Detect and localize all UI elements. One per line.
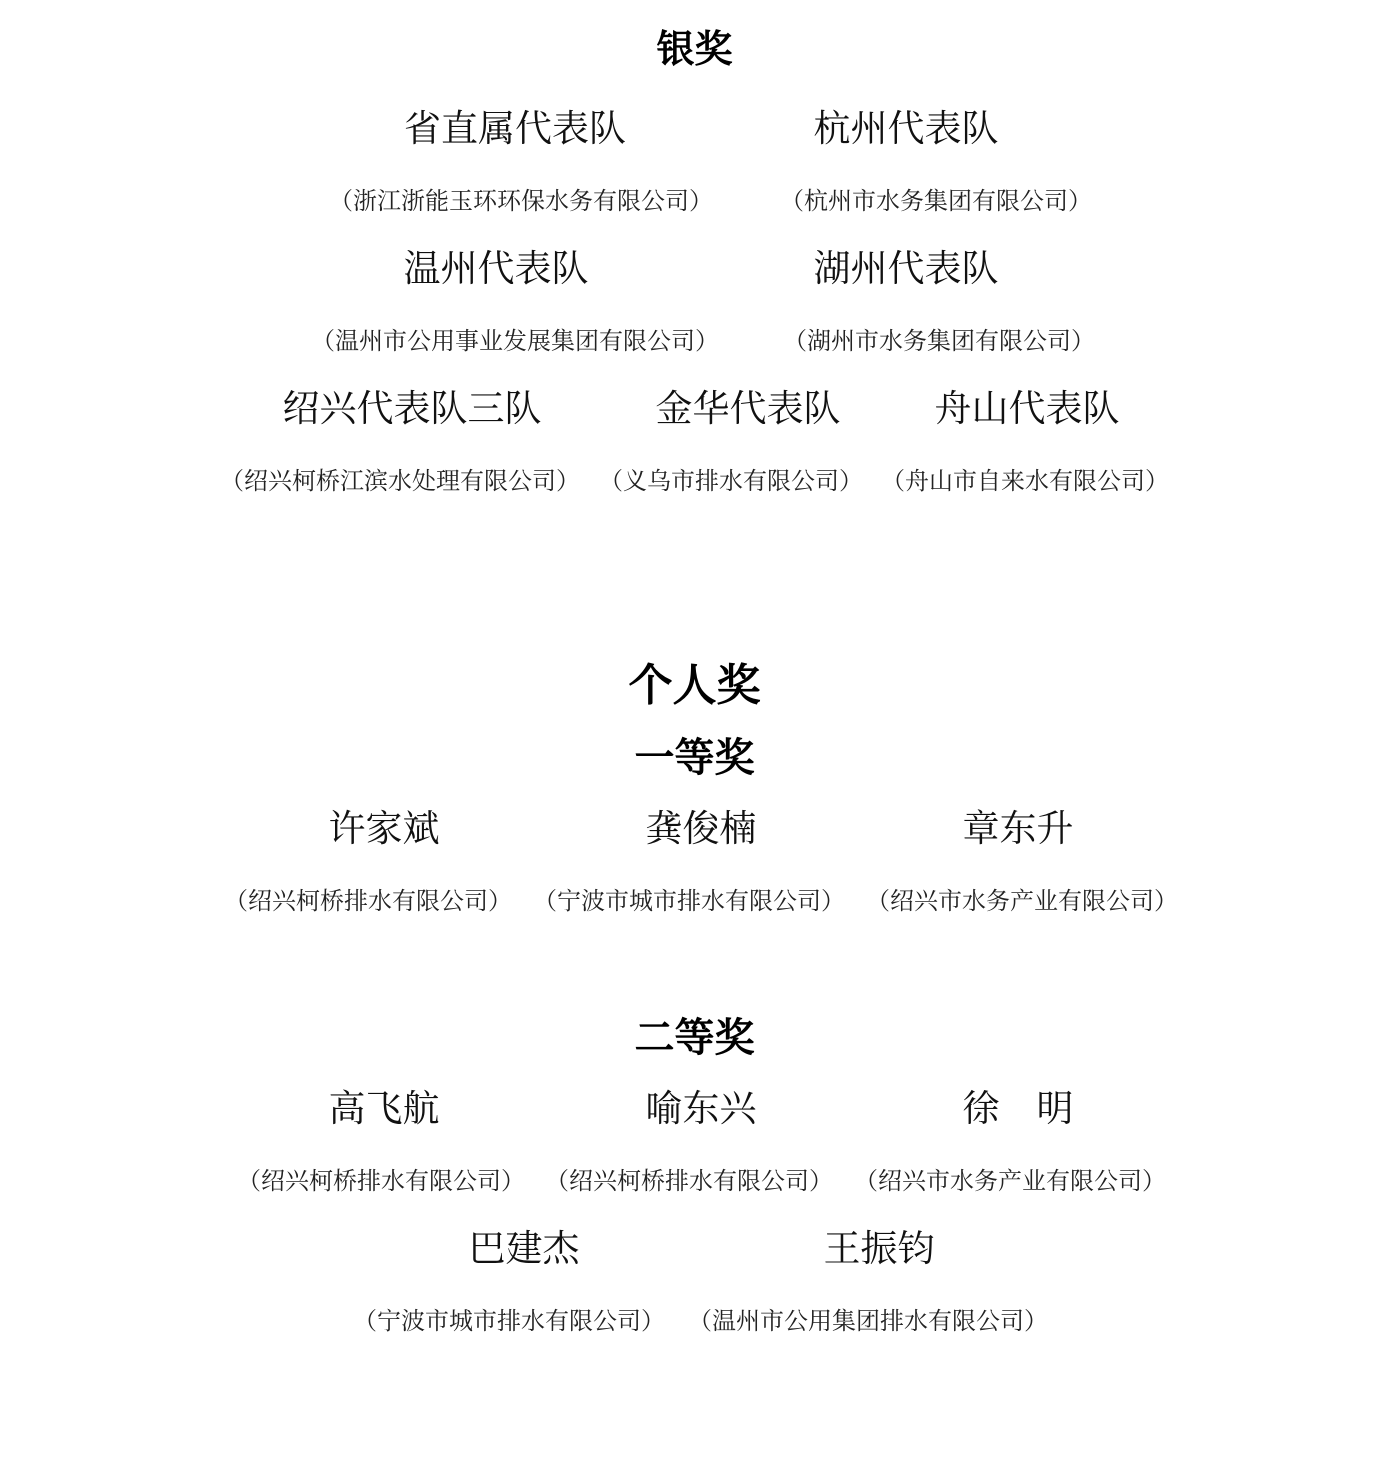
person-name: 巴建杰 bbox=[468, 1227, 580, 1270]
team-name: 省直属代表队 bbox=[404, 107, 626, 150]
second-prize-heading: 二等奖 bbox=[634, 1015, 755, 1061]
team-org: （义乌市排水有限公司） bbox=[599, 467, 863, 495]
team-name: 绍兴代表队三队 bbox=[282, 387, 542, 430]
person-org: （绍兴市水务产业有限公司） bbox=[866, 887, 1178, 915]
person-org: （宁波市城市排水有限公司） bbox=[533, 887, 845, 915]
person-name: 章东升 bbox=[962, 807, 1074, 850]
silver-award-heading: 银奖 bbox=[656, 27, 733, 71]
team-org: （湖州市水务集团有限公司） bbox=[783, 327, 1095, 355]
team-org: （绍兴柯桥江滨水处理有限公司） bbox=[220, 467, 580, 495]
team-org: （浙江浙能玉环环保水务有限公司） bbox=[329, 187, 713, 215]
first-prize-heading: 一等奖 bbox=[634, 735, 755, 781]
person-org: （绍兴柯桥排水有限公司） bbox=[545, 1167, 833, 1195]
person-org: （绍兴市水务产业有限公司） bbox=[854, 1167, 1166, 1195]
team-name: 湖州代表队 bbox=[813, 247, 999, 290]
team-name: 杭州代表队 bbox=[813, 107, 999, 150]
team-name: 温州代表队 bbox=[403, 247, 589, 290]
person-org: （绍兴柯桥排水有限公司） bbox=[224, 887, 512, 915]
person-name: 高飞航 bbox=[328, 1087, 440, 1130]
individual-award-heading: 个人奖 bbox=[628, 660, 761, 711]
person-name: 龚俊楠 bbox=[645, 807, 757, 850]
team-org: （温州市公用事业发展集团有限公司） bbox=[311, 327, 719, 355]
team-name: 金华代表队 bbox=[655, 387, 841, 430]
person-org: （绍兴柯桥排水有限公司） bbox=[237, 1167, 525, 1195]
team-org: （舟山市自来水有限公司） bbox=[881, 467, 1169, 495]
person-name: 王振钧 bbox=[823, 1227, 935, 1270]
person-name: 徐 明 bbox=[962, 1087, 1074, 1130]
person-org: （宁波市城市排水有限公司） bbox=[353, 1307, 665, 1335]
person-org: （温州市公用集团排水有限公司） bbox=[688, 1307, 1048, 1335]
team-name: 舟山代表队 bbox=[934, 387, 1120, 430]
person-name: 许家斌 bbox=[328, 807, 440, 850]
person-name: 喻东兴 bbox=[645, 1087, 757, 1130]
team-org: （杭州市水务集团有限公司） bbox=[780, 187, 1092, 215]
